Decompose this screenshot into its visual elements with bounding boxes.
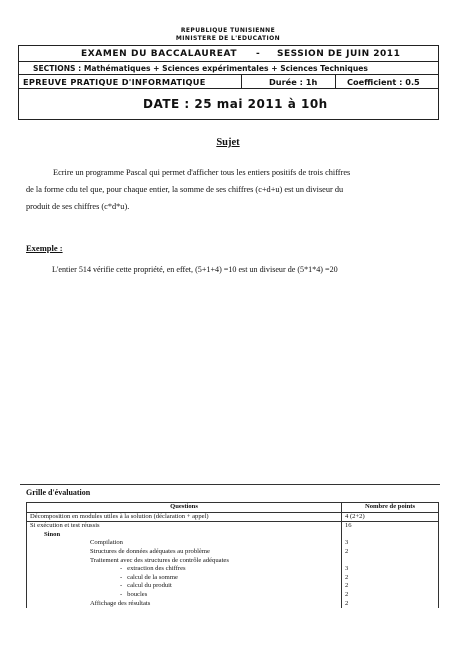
points-group-cell xyxy=(342,522,439,608)
duree-label: Durée : 1h xyxy=(269,76,318,87)
ministry-label: MINISTERE DE L'EDUCATION xyxy=(175,35,281,42)
epreuve-label: EPREUVE PRATIQUE D'INFORMATIQUE xyxy=(23,76,206,87)
question-item xyxy=(30,591,338,600)
points-value: 2 xyxy=(345,573,349,581)
divider xyxy=(241,75,242,88)
table-header-row xyxy=(27,503,439,513)
points-value: 2 xyxy=(345,547,349,555)
question-item xyxy=(30,574,338,583)
points-value: 2 xyxy=(345,582,349,590)
points-value: 3 xyxy=(345,539,349,547)
points-value: 16 xyxy=(345,522,352,530)
question-text: Sinon xyxy=(44,530,61,538)
question-item xyxy=(30,582,338,591)
sections-label: SECTIONS : Mathématiques + Sciences expérimentales + Sciences Techniques xyxy=(33,63,368,73)
grille-title: Grille d'évaluation xyxy=(26,488,91,497)
exam-row xyxy=(19,46,438,62)
bullet-dash: - xyxy=(120,590,128,598)
exemple-label: Exemple : xyxy=(26,243,63,253)
sujet-line-1: Ecrire un programme Pascal qui permet d'afficher tous les entiers positifs de trois chiffres xyxy=(53,168,351,177)
question-text: Si exécution et test réussis xyxy=(30,522,100,530)
epreuve-row xyxy=(19,75,438,89)
evaluation-table xyxy=(26,502,439,608)
question-item xyxy=(30,565,338,574)
sujet-line-3: produit de ses chiffres (c*d*u). xyxy=(26,202,130,211)
sujet-title: Sujet xyxy=(216,137,240,148)
question-text: boucles xyxy=(127,590,148,598)
points-value xyxy=(345,557,435,566)
question-text: Traitement avec des structures de contrôle adéquates xyxy=(90,556,229,564)
question-cell: Décomposition en modules utiles à la solution (déclaration + appel) xyxy=(27,512,342,522)
table-row xyxy=(27,522,439,608)
question-text: Affichage des résultats xyxy=(90,599,151,607)
session-label: SESSION DE JUIN 2011 xyxy=(277,48,401,59)
bullet-dash: - xyxy=(120,565,128,573)
table-row xyxy=(27,512,439,522)
points-value xyxy=(345,531,435,540)
exam-header-box xyxy=(18,45,439,120)
section-divider xyxy=(20,484,440,485)
question-group-cell xyxy=(27,522,342,608)
divider xyxy=(335,75,336,88)
points-value: 3 xyxy=(345,565,349,573)
question-text: extraction des chiffres xyxy=(127,565,186,573)
exemple-text: L'entier 514 vérifie cette propriété, en effet, (5+1+4) =10 est un diviseur de (5*1*4) =20 xyxy=(52,265,338,274)
bullet-dash: - xyxy=(120,582,128,590)
questions-header: Questions xyxy=(27,503,342,513)
exam-dash: - xyxy=(256,48,260,59)
date-label: DATE : 25 mai 2011 à 10h xyxy=(143,97,328,111)
question-text: Structures de données adéquates au problème xyxy=(90,547,210,555)
bullet-dash: - xyxy=(120,573,128,581)
question-text: calcul de la somme xyxy=(127,573,178,581)
exam-title: EXAMEN DU BACCALAUREAT xyxy=(81,48,238,59)
sujet-line-2: de la forme cdu tel que, pour chaque entier, la somme de ses chiffres (c+d+u) est un diviseur du xyxy=(26,185,344,194)
coefficient-label: Coefficient : 0.5 xyxy=(347,76,420,87)
points-value: 2 xyxy=(345,599,349,607)
points-value: 2 xyxy=(345,590,349,598)
republic-label: REPUBLIQUE TUNISIENNE xyxy=(180,27,276,34)
question-text: Compilation xyxy=(90,539,123,547)
question-text: calcul du produit xyxy=(127,582,172,590)
points-header: Nombre de points xyxy=(342,503,439,513)
points-cell: 4 (2+2) xyxy=(342,512,439,522)
sections-row xyxy=(19,62,438,75)
